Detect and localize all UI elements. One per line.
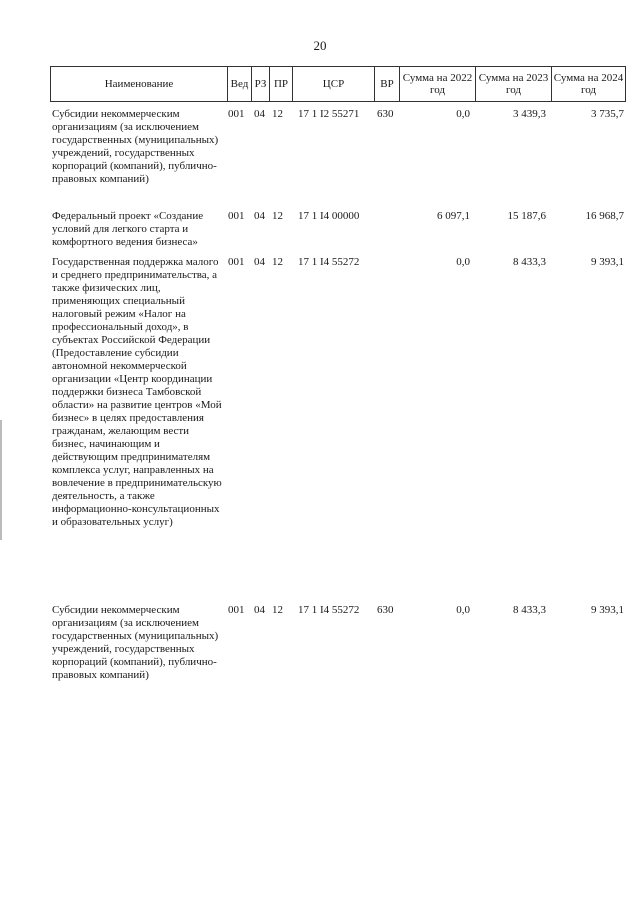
row-sum-2024: 3 735,7: [591, 108, 624, 120]
row-vr: 630: [377, 604, 394, 616]
row-csr: 17 1 I4 55272: [298, 256, 360, 268]
row-ved: 001: [228, 604, 245, 616]
row-sum-2022: 0,0: [456, 604, 470, 616]
header-name: Наименование: [104, 78, 174, 90]
margin-scan-mark: [0, 420, 2, 540]
row-name: Федеральный проект «Создание условий для легкого старта и комфортного ведения бизнеса»: [52, 210, 204, 248]
row-name: Субсидии некоммерческим организациям (за исключением государственных (муниципальных) учреждений, государственных корпораций (компаний), публично-правовых компаний): [52, 604, 219, 681]
row-csr: 17 1 I4 55272: [298, 604, 360, 616]
row-pr: 12: [272, 108, 283, 120]
row-sum-2022: 0,0: [456, 256, 470, 268]
header-csr: ЦСР: [292, 67, 374, 101]
row-sum-2024: 16 968,7: [585, 210, 624, 222]
row-pr: 12: [272, 256, 283, 268]
table-row: [50, 210, 626, 256]
row-sum-2023: 3 439,3: [513, 108, 546, 120]
row-sum-2022: 0,0: [456, 108, 470, 120]
row-sum-2023: 8 433,3: [513, 256, 546, 268]
row-name: Субсидии некоммерческим организациям (за исключением государственных (муниципальных) учреждений, государственных корпораций (компаний), публично-правовых компаний): [52, 108, 219, 185]
header-sum-2024: Сумма на 2024 год: [551, 67, 625, 101]
header-vr: ВР: [374, 67, 399, 101]
row-ved: 001: [228, 256, 245, 268]
table-row: [50, 604, 626, 704]
row-sum-2023: 15 187,6: [507, 210, 546, 222]
header-ved: Вед: [227, 67, 251, 101]
header-sum-2023: Сумма на 2023 год: [475, 67, 551, 101]
row-rz: 04: [254, 256, 265, 268]
table-header: [50, 66, 626, 102]
header-pr: ПР: [269, 67, 292, 101]
row-sum-2023: 8 433,3: [513, 604, 546, 616]
row-sum-2022: 6 097,1: [437, 210, 470, 222]
header-sum-2022: Сумма на 2022 год: [399, 67, 475, 101]
table-row: [50, 256, 626, 604]
row-name: Государственная поддержка малого и среднего предпринимательства, а также физических лиц, применяющих специальный налоговый режим «Налог на профессиональный доход», в субъектах Российской Федерации (Предоставление субсидии автономной некоммерческой организации «Центр координации поддержки бизнеса Тамбовской области» на развитие центров «Мой бизнес» в целях предоставления гражданам, желающим вести бизнес, начинающим и действующим предпринимателям комплекса услуг, направленных на вовлечение в предпринимательскую деятельность, а также информационно-консультационных и образовательных услуг): [52, 256, 222, 528]
row-sum-2024: 9 393,1: [591, 604, 624, 616]
row-pr: 12: [272, 210, 283, 222]
row-csr: 17 1 I2 55271: [298, 108, 360, 120]
row-rz: 04: [254, 604, 265, 616]
row-ved: 001: [228, 108, 245, 120]
page-number: 20: [313, 38, 327, 53]
row-csr: 17 1 I4 00000: [298, 210, 360, 222]
budget-table: [50, 66, 626, 704]
table-row: [50, 108, 626, 210]
row-vr: 630: [377, 108, 394, 120]
row-rz: 04: [254, 210, 265, 222]
header-rz: РЗ: [251, 67, 269, 101]
row-sum-2024: 9 393,1: [591, 256, 624, 268]
row-rz: 04: [254, 108, 265, 120]
row-pr: 12: [272, 604, 283, 616]
row-ved: 001: [228, 210, 245, 222]
